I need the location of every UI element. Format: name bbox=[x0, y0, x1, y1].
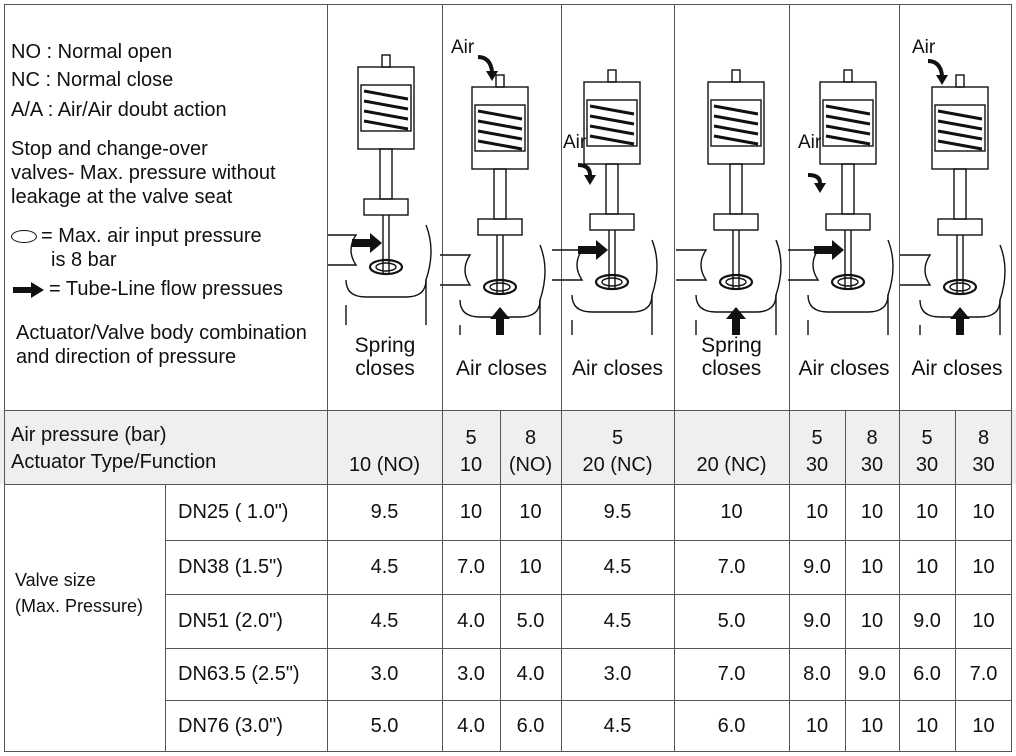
air-label: Air bbox=[451, 37, 475, 58]
legend-max-air-pressure bbox=[11, 224, 262, 248]
pressure-value-cell: 6.0 bbox=[516, 715, 545, 737]
pressure-value-cell: 5.0 bbox=[370, 715, 399, 737]
legend-stop-line2: valves- Max. pressure without bbox=[11, 162, 276, 184]
caption-air-closes: Air closes bbox=[911, 357, 1003, 380]
pressure-value-cell: 10 bbox=[860, 610, 884, 632]
arrow-right-icon bbox=[11, 282, 45, 298]
header-actuator-cell: 30 bbox=[915, 454, 939, 476]
pressure-value-cell: 10 bbox=[519, 501, 542, 523]
pressure-value-cell: 10 bbox=[972, 556, 995, 578]
pressure-value-cell: 10 bbox=[972, 501, 995, 523]
pressure-value-cell: 4.0 bbox=[516, 663, 545, 685]
max-pressure-label: (Max. Pressure) bbox=[15, 596, 144, 616]
header-actuator-cell: 20 (NC) bbox=[582, 454, 653, 476]
pressure-value-cell: 3.0 bbox=[370, 663, 399, 685]
header-actuator-cell: 30 bbox=[805, 454, 829, 476]
pressure-value-cell: 4.5 bbox=[603, 610, 632, 632]
caption-line: Spring bbox=[354, 334, 416, 357]
pressure-value-cell: 9.0 bbox=[913, 610, 941, 632]
pressure-value-cell: 7.0 bbox=[969, 663, 998, 685]
valve-size-cell: DN38 (1.5") bbox=[178, 556, 283, 578]
pressure-value-cell: 7.0 bbox=[717, 556, 746, 578]
caption-air-closes: Air closes bbox=[798, 357, 890, 380]
header-actuator-cell: 10 bbox=[459, 454, 483, 476]
header-actuator-cell: (NO) bbox=[508, 454, 553, 476]
pressure-value-cell: 9.5 bbox=[370, 501, 399, 523]
actuator-type-header: Actuator Type/Function bbox=[11, 451, 217, 473]
pressure-value-cell: 10 bbox=[805, 501, 829, 523]
pressure-value-cell: 7.0 bbox=[457, 556, 485, 578]
header-actuator-cell: 10 (NO) bbox=[348, 454, 421, 476]
pressure-value-cell: 10 bbox=[459, 501, 483, 523]
pressure-value-cell: 10 bbox=[915, 556, 939, 578]
pressure-value-cell: 10 bbox=[860, 501, 884, 523]
header-pressure-cell: 8 bbox=[977, 427, 990, 449]
pressure-value-cell: 9.0 bbox=[858, 663, 886, 685]
pressure-value-cell: 7.0 bbox=[717, 663, 746, 685]
valve-size-label: Valve size bbox=[15, 570, 96, 590]
pressure-value-cell: 4.5 bbox=[603, 715, 632, 737]
pressure-value-cell: 9.0 bbox=[803, 556, 831, 578]
legend-pressure-line2: is 8 bar bbox=[51, 249, 117, 271]
legend-normal-close: NC : Normal close bbox=[11, 69, 174, 91]
pressure-value-cell: 4.5 bbox=[370, 610, 399, 632]
header-pressure-cell: 5 bbox=[811, 427, 823, 449]
air-label: Air bbox=[798, 132, 822, 153]
pressure-value-cell: 10 bbox=[972, 610, 995, 632]
pressure-value-cell: 3.0 bbox=[603, 663, 632, 685]
legend-stop-line3: leakage at the valve seat bbox=[11, 186, 233, 208]
pressure-value-cell: 10 bbox=[915, 715, 939, 737]
pressure-value-cell: 9.5 bbox=[603, 501, 632, 523]
legend-flow-pressure bbox=[11, 277, 283, 301]
header-pressure-cell: 5 bbox=[465, 427, 477, 449]
pressure-value-cell: 10 bbox=[860, 556, 884, 578]
legend-flow-text: = Tube-Line flow pressues bbox=[49, 278, 284, 300]
pressure-value-cell: 5.0 bbox=[717, 610, 746, 632]
valve-size-cell: DN25 ( 1.0") bbox=[178, 501, 289, 523]
pressure-value-cell: 4.0 bbox=[457, 610, 485, 632]
pressure-value-cell: 10 bbox=[860, 715, 884, 737]
legend-pressure-text: = Max. air input pressure bbox=[41, 225, 262, 247]
pressure-value-cell: 4.5 bbox=[370, 556, 399, 578]
header-pressure-cell: 5 bbox=[921, 427, 933, 449]
pressure-value-cell: 4.0 bbox=[457, 715, 485, 737]
legend-stop-line1: Stop and change-over bbox=[11, 138, 208, 160]
pressure-value-cell: 10 bbox=[972, 715, 995, 737]
pressure-value-cell: 10 bbox=[915, 501, 939, 523]
header-actuator-cell: 30 bbox=[860, 454, 884, 476]
pressure-value-cell: 6.0 bbox=[717, 715, 746, 737]
legend-double-action: A/A : Air/Air doubt action bbox=[11, 99, 227, 121]
pressure-value-cell: 6.0 bbox=[913, 663, 941, 685]
legend-combination-line1: Actuator/Valve body combination bbox=[16, 322, 307, 344]
pressure-value-cell: 10 bbox=[805, 715, 829, 737]
air-pressure-header: Air pressure (bar) bbox=[11, 424, 167, 446]
legend-normal-open: NO : Normal open bbox=[11, 41, 173, 63]
header-pressure-cell: 5 bbox=[611, 427, 624, 449]
air-label: Air bbox=[912, 37, 936, 58]
caption-spring-closes bbox=[674, 334, 789, 380]
pressure-value-cell: 4.5 bbox=[603, 556, 632, 578]
caption-line: Spring bbox=[701, 334, 762, 357]
valve-size-cell: DN51 (2.0") bbox=[178, 610, 283, 632]
air-label: Air bbox=[563, 132, 587, 153]
caption-air-closes: Air closes bbox=[455, 357, 548, 380]
pressure-value-cell: 10 bbox=[519, 556, 542, 578]
header-actuator-cell: 20 (NC) bbox=[696, 454, 767, 476]
legend-combination-line2: and direction of pressure bbox=[16, 346, 237, 368]
caption-air-closes: Air closes bbox=[571, 357, 664, 380]
pressure-value-cell: 5.0 bbox=[516, 610, 545, 632]
pressure-value-cell: 3.0 bbox=[457, 663, 485, 685]
header-actuator-cell: 30 bbox=[972, 454, 995, 476]
valve-size-cell: DN76 (3.0") bbox=[178, 715, 283, 737]
caption-line: closes bbox=[355, 357, 415, 380]
pressure-value-cell: 10 bbox=[720, 501, 743, 523]
valve-diagrams bbox=[328, 5, 1012, 335]
pressure-value-cell: 8.0 bbox=[803, 663, 831, 685]
header-pressure-cell: 8 bbox=[866, 427, 878, 449]
valve-size-cell: DN63.5 (2.5") bbox=[178, 663, 300, 685]
pressure-value-cell: 9.0 bbox=[803, 610, 831, 632]
caption-spring-closes bbox=[328, 334, 442, 380]
header-pressure-cell: 8 bbox=[524, 427, 537, 449]
caption-line: closes bbox=[701, 357, 762, 380]
ellipse-icon bbox=[11, 230, 37, 243]
